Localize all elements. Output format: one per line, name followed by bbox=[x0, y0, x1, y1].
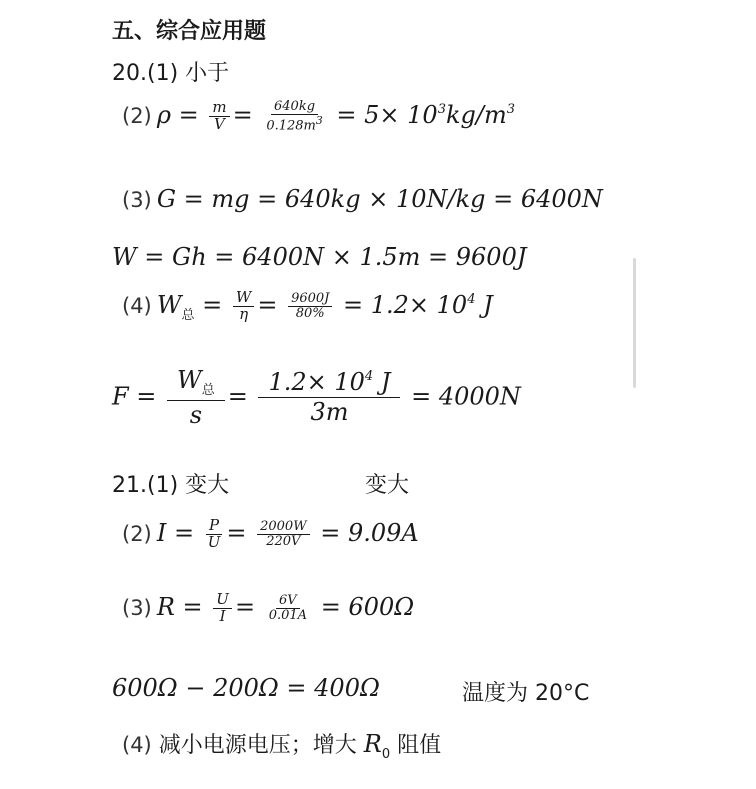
q20-part2: (2) ρ = $\frac{m}{V}$ = $\frac{640kg}{0.128m^3}$ = $5\times 10^3kg/m^3$ bbox=[122, 98, 515, 133]
q20-p4-big-num-b: J bbox=[380, 368, 391, 397]
q20-p4-result-a: = 1.2× 10 bbox=[343, 290, 468, 319]
q20-p4-big-num-exp: 4 bbox=[364, 369, 374, 385]
q21-p2-label: (2) bbox=[122, 521, 152, 546]
q20-p2-result-a: = 5× 10 bbox=[336, 100, 438, 129]
q20-p4-result-exp: 4 bbox=[467, 291, 476, 307]
q20-p2-frac-mv bbox=[209, 100, 229, 133]
q21-p3-label: (3) bbox=[122, 595, 152, 620]
q20-p3-label: (3) bbox=[122, 188, 152, 212]
q21-p2-den: 220V bbox=[266, 533, 301, 549]
q20-p4-frac-big bbox=[258, 368, 400, 427]
q21-p3-eq2: 600Ω − 200Ω = 400Ω bbox=[112, 674, 380, 702]
q20-p2-m: m bbox=[209, 100, 229, 117]
q21-part2: (2) I = $\frac{P}{U}$ = $\frac{2000W}{220V}$ = 9.09A bbox=[122, 516, 419, 551]
q20-p4-s: s bbox=[189, 400, 203, 429]
q20-part4: (4) $W_总$ = $\frac{W}{\eta}$ = $\frac{9600J}{80\%}$ = $1.2\times 10^4$ J bbox=[122, 288, 493, 323]
q20-p1-label: (1) bbox=[147, 61, 179, 86]
q20-p4-num: 9600J bbox=[288, 292, 332, 307]
q21-p3-R: R = bbox=[156, 592, 203, 621]
q21-p3-num: 6V bbox=[276, 594, 300, 609]
q20-p3-eq: G = mg = 640kg × 10N/kg = 6400N bbox=[156, 185, 603, 213]
q20-p2-num: 640kg bbox=[271, 100, 318, 115]
q21-p3-den: 0.01A bbox=[268, 607, 308, 623]
q20-p4-label: (4) bbox=[122, 293, 152, 318]
q20-p4-den: 80% bbox=[295, 305, 325, 321]
q21-p2-P: P bbox=[206, 518, 222, 535]
q21-p2-I: I = bbox=[156, 518, 195, 547]
q20-p2-result-exp: 3 bbox=[437, 101, 446, 117]
q20-p2-label: (2) bbox=[122, 103, 152, 128]
q21-p4-R0: R bbox=[363, 730, 382, 758]
q20-p4-F-W: W bbox=[177, 366, 202, 394]
q20-number: 20. bbox=[112, 61, 147, 86]
q20-p4-F: F = bbox=[112, 382, 157, 411]
q21-p2-U: U bbox=[207, 532, 221, 551]
q21-p3-U: U bbox=[213, 592, 232, 609]
q20-p2-den-exp: 3 bbox=[315, 113, 323, 127]
scrollbar-track[interactable] bbox=[633, 258, 636, 388]
q21-p3-result: = 600Ω bbox=[320, 592, 415, 621]
q20-part3 bbox=[122, 185, 603, 213]
q21-p2-result: = 9.09A bbox=[320, 518, 419, 547]
q20-p4-sub: 总 bbox=[181, 307, 195, 323]
q21-p3-frac-values bbox=[266, 594, 310, 622]
q21-p3-temp: 温度为 20°C bbox=[462, 681, 590, 706]
q21-number: 21. bbox=[112, 473, 147, 498]
q20-p4-frac-weta bbox=[233, 290, 254, 323]
q21-part4 bbox=[122, 728, 441, 762]
q20-p2-rho: ρ bbox=[156, 100, 171, 129]
q20-p3-eq2: W = Gh = 6400N × 1.5m = 9600J bbox=[112, 243, 527, 271]
q21-p1-answer-b: 变大 bbox=[365, 473, 410, 498]
q21-p3-I: I bbox=[219, 606, 226, 625]
q20-p4-frac-W: W bbox=[233, 290, 254, 307]
q21-p1-label: (1) bbox=[147, 473, 179, 498]
q20-p4-frac-values bbox=[288, 292, 332, 320]
q21-p4-label: (4) bbox=[122, 733, 152, 757]
q21-p1-answer-a: 变大 bbox=[185, 473, 230, 498]
q20-p1-answer: 小于 bbox=[185, 61, 230, 86]
q21-part1 bbox=[112, 468, 229, 499]
q20-p4-F-result: = 4000N bbox=[411, 382, 521, 411]
q20-part1 bbox=[112, 56, 229, 87]
q21-p2-frac-values bbox=[257, 520, 309, 548]
q20-p4-big-num-a: 1.2× 10 bbox=[268, 368, 365, 397]
q21-p4-answer: 减小电源电压；增大 bbox=[158, 733, 357, 758]
q20-p2-result-unit-exp: 3 bbox=[506, 101, 515, 117]
q20-p4-W: W bbox=[156, 290, 182, 319]
q20-p4-big-den: 3m bbox=[310, 398, 349, 427]
q20-p4-result-b: J bbox=[483, 290, 493, 319]
q20-p4-eta: η bbox=[239, 304, 249, 323]
q21-p4-tail: 阻值 bbox=[397, 733, 442, 758]
section-heading: 五、综合应用题 bbox=[112, 19, 267, 44]
q20-p2-V: V bbox=[214, 114, 225, 133]
q20-p2-result-b: kg/m bbox=[445, 100, 507, 129]
q20-p4-F-sub: 总 bbox=[201, 383, 215, 398]
q20-p2-frac-values bbox=[263, 100, 325, 133]
q20-p2-den: 0.128m bbox=[266, 117, 316, 133]
q21-p4-R0-sub: 0 bbox=[381, 747, 391, 762]
q21-p2-frac-pu bbox=[205, 518, 224, 551]
q20-p4-frac-ws bbox=[167, 366, 225, 430]
q21-p2-num: 2000W bbox=[257, 520, 309, 535]
q21-p3-frac-ui bbox=[213, 592, 232, 625]
q20-p4-force-eq: F = $\frac{W_总}{s}$ = $\frac{1.2\times 10^4 J}{3m}$ = 4000N bbox=[112, 366, 521, 429]
q21-part3: (3) R = $\frac{U}{I}$ = $\frac{6V}{0.01A}$ = 600Ω bbox=[122, 590, 415, 625]
